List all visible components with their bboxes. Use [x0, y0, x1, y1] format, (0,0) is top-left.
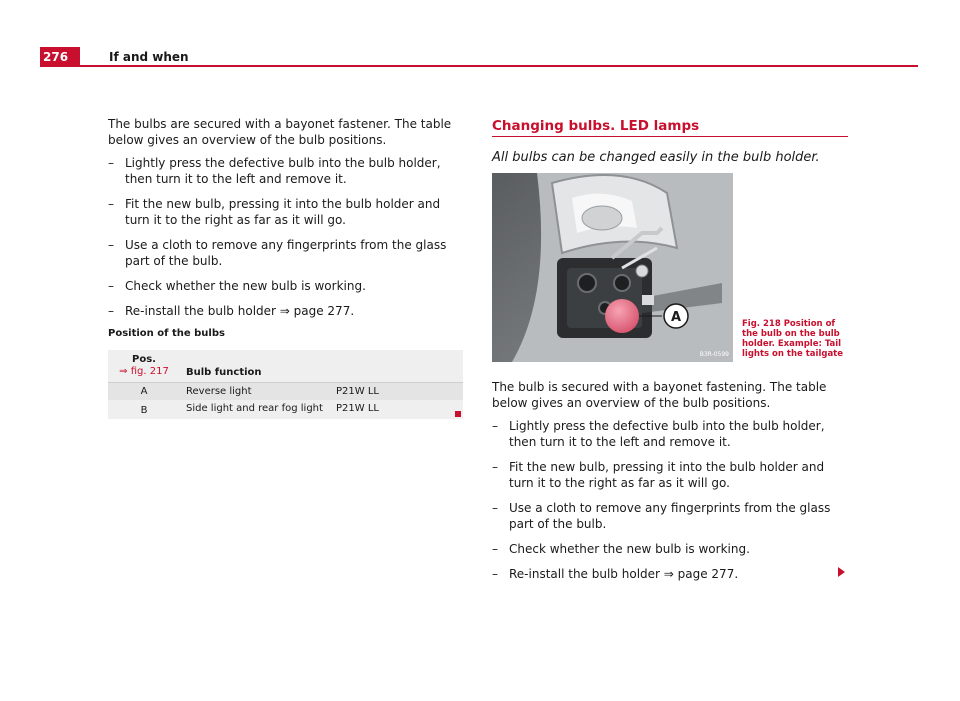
page-reference-link[interactable]: Re-install the bulb holder ⇒ page 277. [125, 304, 355, 318]
list-item: – Fit the new bulb, pressing it into the bulb holder and turn it to the right as far as it will go. [108, 197, 441, 227]
table-row: B Side light and rear fog light P21W LL [108, 400, 463, 419]
left-intro: The bulbs are secured with a bayonet fastener. The table below gives an overview of the bulb positions. [108, 117, 452, 147]
list-item: – Check whether the new bulb is working. [108, 279, 366, 293]
list-item: – Re-install the bulb holder ⇒ page 277. [492, 567, 739, 581]
table-header-function: Bulb function [180, 350, 330, 383]
list-item: – Lightly press the defective bulb into the bulb holder, then turn it to the left and remove it. [108, 156, 441, 186]
table-row: A Reverse light P21W LL [108, 383, 463, 401]
right-column-lower [492, 379, 848, 591]
section-title: Changing bulbs. LED lamps [492, 118, 848, 137]
left-steps-list [108, 155, 466, 319]
bulb-holder-illustration [492, 173, 733, 362]
left-column [108, 116, 466, 419]
bulb-position-table [108, 350, 463, 419]
page-reference-link[interactable]: Re-install the bulb holder ⇒ page 277. [509, 567, 739, 581]
figure-reference-link[interactable]: ⇒ fig. 217 [119, 366, 169, 377]
header-rule [80, 65, 918, 67]
table-header-pos: Pos. ⇒ fig. 217 [108, 350, 180, 383]
list-item: – Use a cloth to remove any fingerprints from the glass part of the bulb. [492, 501, 831, 531]
right-intro: The bulb is secured with a bayonet fastening. The table below gives an overview of the bulb positions. [492, 380, 827, 410]
figure-code: B3R-0599 [699, 351, 729, 358]
figure-caption: Fig. 218 Position of the bulb on the bulb holder. Example: Tail lights on the tailgate [742, 319, 844, 359]
right-steps-list [492, 418, 848, 582]
bulb-holder-figure [492, 173, 733, 362]
continue-arrow-icon [838, 567, 845, 577]
table-header-bulb [330, 350, 463, 383]
list-item: – Check whether the new bulb is working. [492, 542, 750, 556]
list-item: – Lightly press the defective bulb into the bulb holder, then turn it to the left and remove it. [492, 419, 825, 449]
right-column [492, 116, 848, 166]
lead-text: All bulbs can be changed easily in the bulb holder. [492, 150, 820, 165]
chapter-title: If and when [109, 50, 189, 64]
list-item: – Use a cloth to remove any fingerprints from the glass part of the bulb. [108, 238, 447, 268]
list-item: – Re-install the bulb holder ⇒ page 277. [108, 304, 355, 318]
callout-a-label: A [670, 310, 682, 325]
section-end-marker [455, 411, 461, 417]
table-title: Position of the bulbs [108, 328, 225, 339]
list-item: – Fit the new bulb, pressing it into the bulb holder and turn it to the right as far as it will go. [492, 460, 825, 490]
page-number: 276 [40, 47, 80, 67]
page-header [40, 47, 918, 67]
